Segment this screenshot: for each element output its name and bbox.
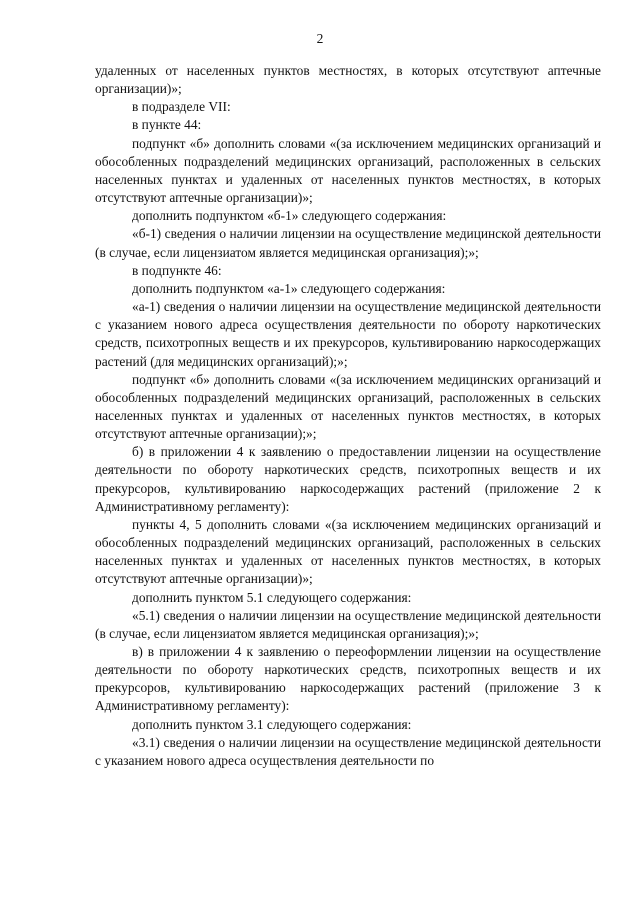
paragraph: «5.1) сведения о наличии лицензии на осуществление медицинской деятельности (в случае, если лицензиатом является медицинская организация);»;	[95, 607, 601, 641]
paragraph: в подпункте 46:	[132, 262, 222, 278]
paragraph: подпункт «б» дополнить словами «(за исключением медицинских организаций и обособленных подразделений медицинских организаций, расположенных в сельских населенных пунктах и удаленных от населенных пунктов местностях, в которых отсутствуют аптечные организации);»;	[95, 371, 601, 442]
paragraph: удаленных от населенных пунктов местностях, в которых отсутствуют аптечные организации)»;	[95, 63, 601, 97]
paragraph: «а-1) сведения о наличии лицензии на осуществление медицинской деятельности с указанием нового адреса осуществления деятельности по обороту наркотических средств, психотропных веществ и их прекурсоров, культивированию наркосодержащих растений (для медицинских организаций);»;	[95, 299, 601, 369]
page-number: 2	[316, 31, 324, 46]
paragraph: подпункт «б» дополнить словами «(за исключением медицинских организаций и обособленных подразделений медицинских организаций, расположенных в сельских населенных пунктах и удаленных от населенных пунктов местностях, в которых отсутствуют аптечные организации)»;	[95, 135, 601, 206]
paragraph: дополнить пунктом 5.1 следующего содержания:	[132, 589, 412, 605]
paragraph: дополнить подпунктом «б-1» следующего содержания:	[132, 208, 447, 224]
paragraph: «3.1) сведения о наличии лицензии на осуществление медицинской деятельности с указанием нового адреса осуществления деятельности по	[95, 734, 601, 768]
paragraph: в) в приложении 4 к заявлению о переоформлении лицензии на осуществление деятельности по обороту наркотических средств, психотропных веществ и их прекурсоров, культивированию наркосодержащих растений (приложение 3 к Административному регламенту):	[95, 644, 601, 714]
paragraph: в пункте 44:	[132, 117, 202, 133]
paragraph: «б-1) сведения о наличии лицензии на осуществление медицинской деятельности (в случае, если лицензиатом является медицинская организация);»;	[95, 226, 601, 260]
paragraph: б) в приложении 4 к заявлению о предоставлении лицензии на осуществление деятельности по обороту наркотических средств, психотропных веществ и их прекурсоров, культивированию наркосодержащих растений (приложение 2 к Административному регламенту):	[95, 444, 601, 514]
paragraph: дополнить пунктом 3.1 следующего содержания:	[132, 716, 412, 732]
paragraph: дополнить подпунктом «а-1» следующего содержания:	[132, 280, 446, 296]
paragraph: пункты 4, 5 дополнить словами «(за исключением медицинских организаций и обособленных подразделений медицинских организаций, расположенных в сельских населенных пунктах и удаленных от населенных пунктов местностях, в которых отсутствуют аптечные организации)»;	[95, 516, 601, 587]
paragraph: в подразделе VII:	[132, 99, 231, 115]
document-body	[95, 62, 601, 770]
